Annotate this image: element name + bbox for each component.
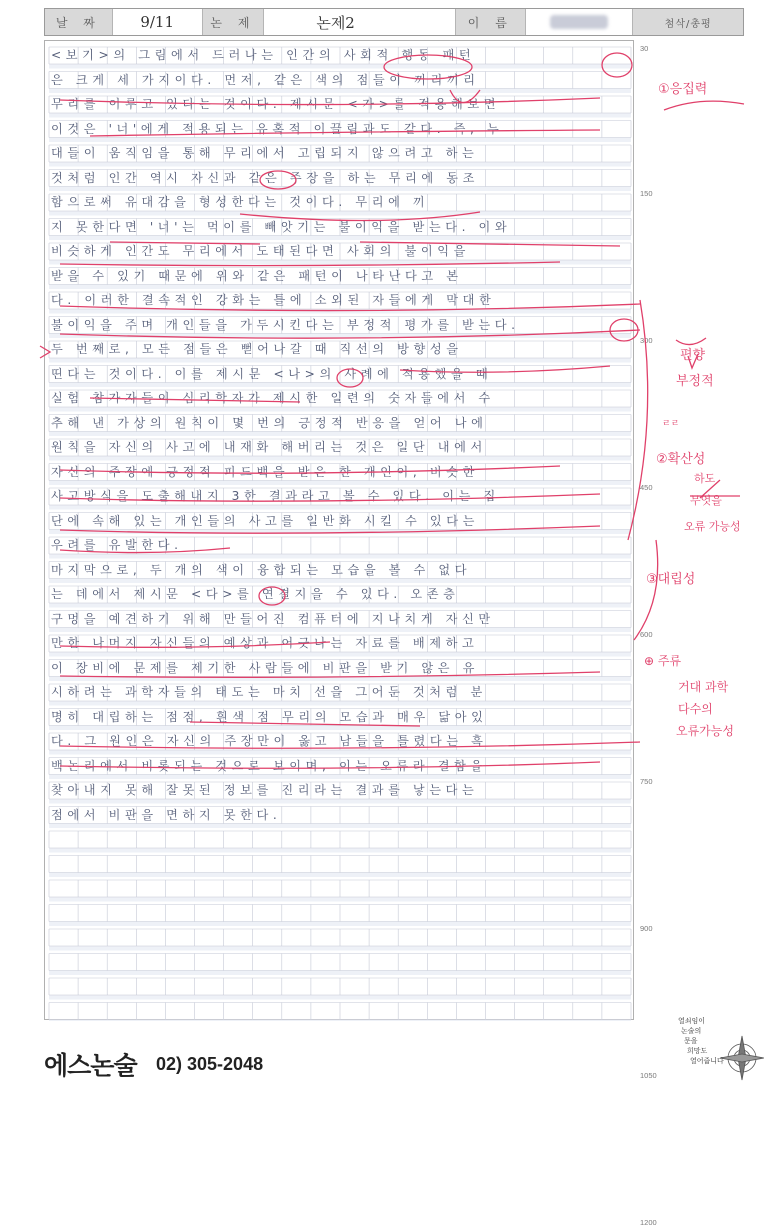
grid-spacer: [49, 922, 631, 927]
essay-line: 명히 대립하는 점점, 흰색 점 무리의 모습과 매우 닮아있: [51, 709, 488, 724]
essay-line: 시하려는 과학자들의 태도는 마치 선을 그어둔 것처럼 분: [51, 685, 487, 699]
essay-line: 구멍을 예견하기 위해 만들어진 컴퓨터에 지나치게 자신만: [51, 611, 495, 626]
essay-line: 지 못한다면 '너'는 먹이를 빼앗기는 불이익을 받는다. 이와: [51, 219, 512, 234]
grid-spacer: [49, 407, 631, 412]
essay-line: 띤다는 것이다. 이를 제시문 <나>의 사례에 적용했을 때: [51, 366, 493, 381]
grid-lines: [45, 41, 635, 1021]
grid-spacer: [49, 432, 631, 437]
name-value-blurred: [526, 9, 634, 35]
line-number: 900: [640, 924, 653, 933]
essay-line: 이 장비에 문제를 제기한 사람들에 비판을 받기 않은 유: [51, 660, 480, 675]
grid-spacer: [49, 456, 631, 461]
grid-spacer: [49, 579, 631, 584]
essay-line: 만한 나머지 자신들의 예상과 어긋나는 자료를 배제하고: [51, 636, 479, 650]
line-number: 1200: [640, 1218, 657, 1227]
phone-number: 02) 305-2048: [156, 1054, 264, 1074]
grid-spacer: [49, 334, 631, 339]
essay-line: 실험 참가자들이 심리학자가 제시한 일련의 숫자들에서 수: [51, 391, 495, 405]
grid-spacer: [49, 211, 631, 216]
grid-spacer: [49, 187, 631, 192]
grid-spacer: [49, 628, 631, 633]
essay-line: 두 번째로, 모든 점들은 뻗어나갈 때 직선의 방향성을: [51, 342, 463, 356]
grid-spacer: [49, 64, 631, 69]
essay-line: 은 크게 세 가지이다. 먼저, 같은 색의 점들이 끼리끼리: [51, 72, 480, 87]
grid-spacer: [49, 873, 631, 878]
grid-spacer: [49, 481, 631, 486]
grid-spacer: [49, 358, 631, 363]
grid-spacer: [49, 554, 631, 559]
stamp-text-line: 희망도: [687, 1047, 708, 1055]
grid-spacer: [49, 701, 631, 706]
essay-line: 사고방식을 도출해내지 3한 결과라고 볼 수 있다. 이는 집: [51, 489, 500, 503]
margin-note-bias: 편향: [680, 348, 706, 363]
essay-line: 것처럼 인간 역시 자신과 같은 주장을 하는 무리에 동조: [51, 170, 480, 185]
margin-note-negative: 부정적: [676, 374, 714, 389]
grid-spacer: [49, 162, 631, 167]
grid-spacer: [49, 677, 631, 682]
line-number: 600: [640, 630, 653, 639]
essay-line: 함으로써 유대감을 형성한다는 것이다. 무리에 끼: [51, 195, 430, 209]
line-number: 300: [640, 336, 653, 345]
name-label: 이 름: [456, 9, 526, 35]
grid-spacer: [49, 285, 631, 290]
brand-logo: 에스논술: [44, 1051, 137, 1080]
date-value: 9/11: [113, 9, 203, 35]
grid-spacer: [49, 505, 631, 510]
essay-line: 단에 속해 있는 개인들의 사고를 일반화 시킬 수 있다는: [51, 513, 480, 528]
margin-note-mainstream: ⊕ 주류: [644, 654, 682, 668]
grid-spacer: [49, 652, 631, 657]
margin-note-extra1: 하도: [694, 472, 716, 485]
essay-line: 자신의 주장에 긍정적 피드백을 받은 한 개인이, 비슷한: [51, 464, 480, 479]
essay-line: 받을 수 있기 때문에 위와 같은 패턴이 나타난다고 본: [51, 268, 463, 283]
margin-note-majority: 다수의: [678, 702, 713, 716]
margin-note-opposition: ③대립성: [646, 572, 696, 587]
manuscript-grid: [44, 40, 634, 1020]
date-label: 날 짜: [45, 9, 113, 35]
margin-note-error-possibility-2: 오류가능성: [676, 724, 734, 738]
grid-spacer: [49, 726, 631, 731]
grid-spacer: [49, 848, 631, 853]
essay-line: 이것은 '너'에게 적용되는 유혹적 이끌림과도 같다. 즉, 누: [51, 121, 504, 136]
grid-spacer: [49, 971, 631, 976]
essay-line: <보기>의 그림에서 드러나는 인간의 사회적 행동 패턴: [51, 48, 476, 62]
essay-line: 무리를 이루고 있다는 것이다. 제시문 <가>를 적용해보면: [51, 97, 501, 111]
essay-line: 원칙을 자신의 사고에 내재화 해버리는 것은 일단 내에서: [51, 440, 487, 454]
essay-line: 우려를 유발한다.: [51, 538, 183, 552]
essay-line: 대들이 움직임을 통해 무리에서 고립되지 않으려고 하는: [51, 146, 479, 160]
line-number: 450: [640, 483, 653, 492]
header-bar: [44, 8, 744, 36]
line-number: 150: [640, 189, 653, 198]
topic-label: 논 제: [203, 9, 265, 35]
margin-note-big-science: 거대 과학: [678, 680, 729, 694]
margin-note-cohesion: ①응집력: [658, 82, 708, 97]
compass-stamp: [676, 1012, 764, 1084]
margin-note-mark: ㄹㄹ: [662, 419, 680, 429]
line-number: 1050: [640, 1071, 657, 1080]
grid-spacer: [49, 824, 631, 829]
essay-line: 는 데에서 제시문 <다>를 연결지을 수 있다. 오존층: [51, 587, 460, 601]
stamp-text-line: 열쇠임이: [678, 1017, 706, 1025]
grid-spacer: [49, 946, 631, 951]
essay-line: 추해 낸 가상의 원칙이 몇 번의 긍정적 반응을 얻어 나에: [51, 415, 488, 430]
grid-spacer: [49, 309, 631, 314]
grid-spacer: [49, 775, 631, 780]
grid-spacer: [49, 383, 631, 388]
stamp-text-line: 문을: [684, 1037, 698, 1045]
stamp-text-line: 열어줍니다: [690, 1057, 724, 1065]
stamp-text-line: 논술의: [681, 1027, 702, 1035]
grid-spacer: [49, 138, 631, 143]
grid-spacer: [49, 113, 631, 118]
essay-line: 다. 이러한 결속적인 강화는 틀에 소외된 자들에게 막대한: [51, 293, 496, 307]
grid-spacer: [49, 236, 631, 241]
grid-spacer: [49, 89, 631, 94]
grid-spacer: [49, 750, 631, 755]
margin-note-diffusion: ②확산성: [656, 452, 706, 467]
grid-spacer: [49, 260, 631, 265]
grid-spacer: [49, 897, 631, 902]
margin-note-extra2: 무엇을: [690, 494, 722, 507]
essay-line: 마지막으로, 두 개의 색이 융합되는 모습을 볼 수 없다: [51, 562, 472, 577]
review-label: 첨삭/총평: [633, 9, 743, 35]
essay-line: 다. 그 원인은 자신의 주장만이 옳고 남들을 틀렸다는 흑: [51, 734, 488, 748]
line-number: 30: [640, 44, 649, 53]
grid-spacer: [49, 603, 631, 608]
essay-line: 점에서 비판을 면하지 못한다.: [51, 807, 282, 822]
grid-spacer: [49, 995, 631, 1000]
line-number: 750: [640, 777, 653, 786]
essay-line: 백논리에서 비롯되는 것으로 보이며, 이는 오류라 결함을: [51, 758, 487, 773]
essay-line: 찾아내지 못해 잘못된 정보를 진리라는 결과를 낳는다는: [51, 783, 479, 797]
margin-note-error-possibility: 오류 가능성: [684, 520, 741, 533]
essay-line: 불이익을 주며 개인들을 가두시킨다는 부정적 평가를 받는다.: [51, 317, 520, 332]
topic-value: 논제2: [264, 9, 456, 35]
grid-spacer: [49, 530, 631, 535]
essay-line: 비슷하게 인간도 무리에서 도태된다면 사회의 불이익을: [51, 244, 470, 258]
grid-spacer: [49, 799, 631, 804]
